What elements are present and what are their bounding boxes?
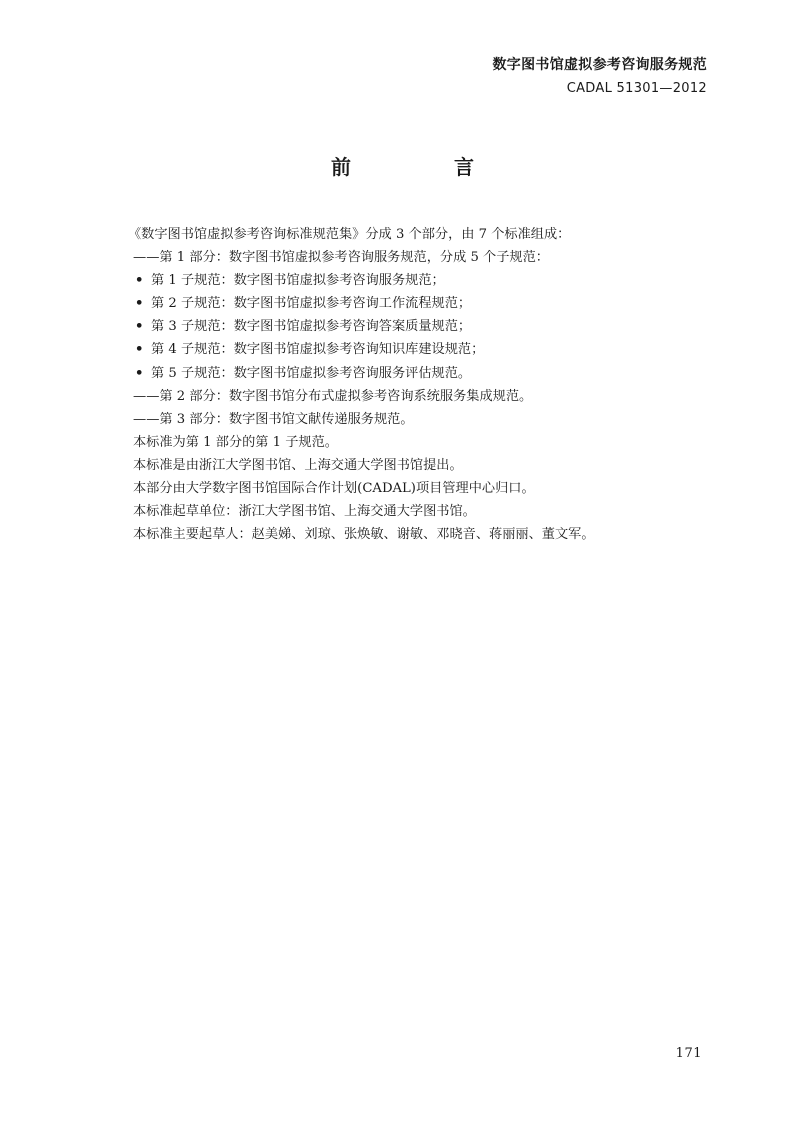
foreword-body	[128, 223, 713, 546]
statement-line: 本标准为第 1 部分的第 1 子规范。	[133, 434, 338, 450]
subspec-text: 第 4 子规范：数字图书馆虚拟参考咨询知识库建设规范；	[151, 342, 485, 358]
bullet-icon: •	[135, 365, 144, 381]
subspec-item	[133, 292, 713, 315]
part-3-line: ——第 3 部分：数字图书馆文献传递服务规范。	[133, 411, 414, 427]
subspec-text: 第 1 子规范：数字图书馆虚拟参考咨询服务规范；	[151, 273, 445, 289]
subspec-text: 第 2 子规范：数字图书馆虚拟参考咨询工作流程规范；	[151, 296, 472, 312]
statement-line: 本部分由大学数字图书馆国际合作计划(CADAL)项目管理中心归口。	[133, 481, 535, 497]
statement-line: 本标准起草单位：浙江大学图书馆、上海交通大学图书馆。	[133, 504, 476, 520]
intro-paragraph: 《数字图书馆虚拟参考咨询标准规范集》分成 3 个部分，由 7 个标准组成：	[128, 227, 571, 242]
subspec-item	[133, 338, 713, 361]
subspec-text: 第 5 子规范：数字图书馆虚拟参考咨询服务评估规范。	[151, 365, 472, 381]
bullet-icon: •	[135, 296, 144, 312]
part-1-line: ——第 1 部分：数字图书馆虚拟参考咨询服务规范，分成 5 个子规范：	[133, 250, 549, 266]
part-2-line: ——第 2 部分：数字图书馆分布式虚拟参考咨询系统服务集成规范。	[133, 388, 533, 404]
page-number: 171	[675, 1046, 702, 1061]
standard-code: CADAL 51301—2012	[566, 81, 707, 96]
bullet-icon: •	[135, 273, 144, 289]
statement-line: 本标准是由浙江大学图书馆、上海交通大学图书馆提出。	[133, 457, 463, 473]
subspec-text: 第 3 子规范：数字图书馆虚拟参考咨询答案质量规范；	[151, 319, 472, 335]
subspec-item	[133, 269, 713, 292]
page-title: 前 言	[331, 155, 522, 179]
running-header	[493, 56, 708, 98]
statement-line: 本标准主要起草人：赵美娣、刘琼、张焕敏、谢敏、邓晓音、蒋丽丽、董文军。	[133, 527, 595, 543]
bullet-icon: •	[135, 319, 144, 335]
header-title: 数字图书馆虚拟参考咨询服务规范	[492, 57, 707, 73]
subspec-item	[133, 315, 713, 338]
bullet-icon: •	[135, 342, 144, 358]
subspec-item	[133, 362, 713, 385]
